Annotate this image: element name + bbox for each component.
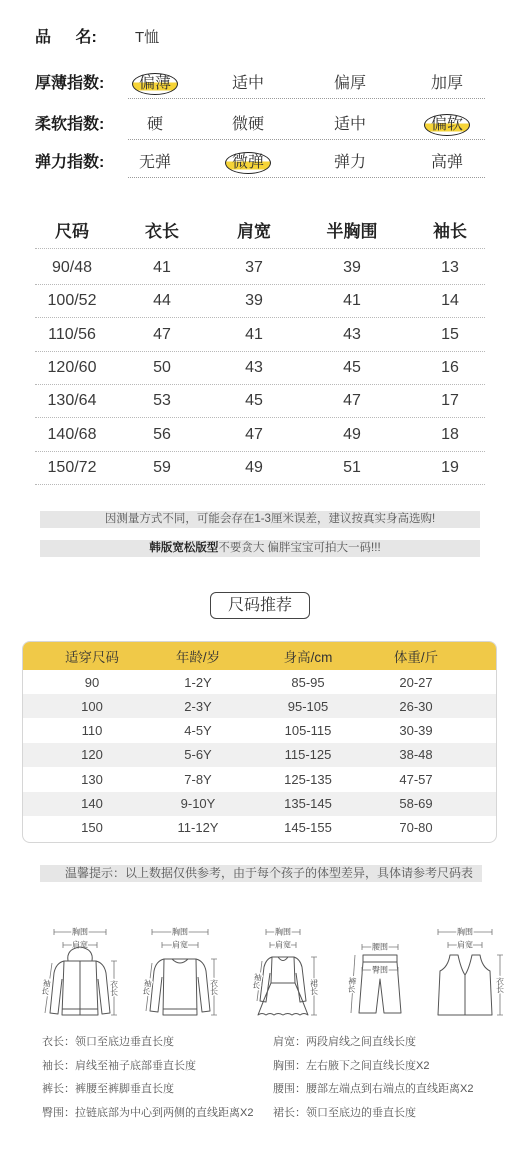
size-cell: 120/60: [47, 359, 97, 376]
tip-note: 温馨提示：以上数据仅供参考，由于每个孩子的体型差异，具体请参考尺码表: [40, 865, 482, 882]
fit-note-bold: 韩版宽松版型: [149, 542, 219, 554]
definition-item: 腰围：腰部左端点到右端点的直线距离X2: [273, 1083, 474, 1095]
half-chest-cell: 49: [343, 426, 361, 443]
vest-outline: [438, 955, 492, 1015]
half-chest-cell: 45: [343, 359, 361, 376]
fit-size-cell: 90: [84, 674, 100, 690]
softness-index-label: 柔软指数:: [35, 116, 105, 133]
fit-note: [40, 540, 480, 557]
sweatshirt-icon: [141, 928, 219, 1016]
size-cell: 90/48: [51, 259, 93, 276]
fit-size-cell: 120: [81, 747, 103, 763]
pants-outline: [359, 955, 401, 1013]
shoulder-label: 肩宽: [172, 940, 188, 950]
garment-diagrams: [0, 915, 520, 1030]
sleeve-cell: 18: [441, 426, 459, 443]
weight-cell: 20-27: [399, 674, 433, 690]
size-table-header: [35, 211, 485, 249]
sleeve-label: 袖长: [40, 978, 52, 996]
chest-label: 胸围: [172, 927, 188, 937]
table-row: [35, 252, 485, 285]
length-cell: 56: [153, 426, 171, 443]
softness-index-row: [0, 114, 520, 142]
elasticity-option-text: 高弹: [430, 154, 463, 171]
table-row: [35, 285, 485, 318]
dotted-divider: [128, 177, 485, 178]
thickness-option-text: 偏薄: [132, 73, 178, 95]
age-cell: 5-6Y: [184, 747, 212, 763]
weight-cell: 38-48: [399, 747, 433, 763]
thickness-option: [412, 73, 482, 95]
table-row: [23, 719, 496, 743]
definition-item: 袖长：肩线至袖子底部垂直长度: [42, 1059, 196, 1072]
sleeve-header: 袖长: [433, 222, 467, 241]
softness-option: [315, 114, 385, 136]
length-label: 衣长: [109, 980, 119, 996]
table-row: [23, 743, 496, 767]
fit-size-header: 适穿尺码: [65, 650, 119, 665]
softness-option: [213, 114, 283, 136]
table-row: [23, 767, 496, 791]
age-cell: 1-2Y: [184, 674, 212, 690]
size-cell: 140/68: [47, 426, 97, 443]
sleeve-label: 袖长: [141, 978, 153, 996]
fit-size-cell: 150: [81, 820, 103, 836]
definitions-right: [273, 1033, 503, 1127]
definition-item: 臀围：拉链底部为中心到两侧的直线距离X2: [42, 1106, 254, 1119]
definition-item: 胸围：左右腋下之间直线长度X2: [273, 1059, 430, 1072]
sleeve-cell: 19: [441, 459, 459, 476]
weight-cell: 30-39: [399, 723, 433, 739]
sleeve-cell: 17: [441, 392, 459, 409]
size-cell: 100/52: [47, 292, 97, 309]
elasticity-option-text: 微弹: [225, 152, 271, 174]
shoulder-cell: 45: [245, 392, 263, 409]
table-row: [35, 319, 485, 352]
length-cell: 44: [153, 292, 171, 309]
thickness-index-label: 厚薄指数:: [35, 75, 105, 92]
length-cell: 53: [153, 392, 171, 409]
shoulder-label: 肩宽: [275, 940, 291, 950]
elasticity-option: [213, 152, 283, 174]
height-header: 身高/cm: [283, 650, 333, 665]
pants-icon: [347, 943, 401, 1014]
shoulder-cell: 49: [245, 459, 263, 476]
thickness-option-text: 偏厚: [333, 75, 366, 92]
sweatshirt-outline: [150, 959, 210, 1015]
elasticity-option: [315, 152, 385, 174]
height-cell: 145-155: [284, 820, 332, 836]
thickness-option: [120, 73, 190, 95]
fit-size-cell: 140: [81, 796, 103, 811]
hip-label: 臀围: [372, 965, 388, 975]
softness-option-text: 硬: [146, 116, 163, 133]
shoulder-label: 肩宽: [72, 940, 88, 950]
age-cell: 4-5Y: [184, 723, 212, 739]
elasticity-index-row: [0, 152, 520, 180]
age-cell: 7-8Y: [184, 771, 212, 787]
length-cell: 59: [153, 459, 171, 476]
skirt-length-label: 裙长: [309, 979, 319, 995]
elasticity-option-text: 弹力: [333, 154, 366, 171]
hoodie-icon: [40, 928, 119, 1016]
thickness-option-text: 加厚: [430, 75, 463, 92]
softness-option-text: 微硬: [231, 116, 264, 133]
vest-icon: [438, 928, 505, 1016]
height-cell: 115-125: [284, 747, 332, 763]
definition-item: 肩宽：两段肩线之间直线长度: [273, 1036, 416, 1048]
length-cell: 50: [153, 359, 171, 376]
table-row: [35, 452, 485, 485]
shoulder-cell: 37: [245, 259, 263, 276]
product-name-label: 品 名:: [35, 29, 97, 46]
height-cell: 135-145: [284, 796, 332, 811]
size-cell: 130/64: [47, 392, 97, 409]
shoulder-cell: 43: [245, 359, 263, 376]
fit-size-cell: 130: [81, 771, 103, 787]
chest-label: 胸围: [275, 927, 291, 937]
recommend-header-row: [23, 642, 496, 670]
softness-option-text: 适中: [333, 116, 366, 133]
measurement-error-note: 因测量方式不同，可能会存在1-3厘米误差，建议按真实身高选购!: [40, 511, 480, 528]
weight-cell: 70-80: [399, 820, 433, 836]
definition-item: 裙长：领口至底边的垂直长度: [273, 1106, 416, 1119]
dress-outline: [258, 957, 308, 1015]
half-chest-cell: 51: [343, 459, 361, 476]
length-header: 衣长: [145, 222, 179, 241]
height-cell: 125-135: [284, 771, 332, 787]
length-cell: 41: [153, 259, 171, 276]
definition-item: 裤长：裤腰至裤脚垂直长度: [42, 1083, 174, 1095]
size-cell: 110/56: [48, 326, 96, 343]
thickness-option: [213, 73, 283, 95]
hoodie-outline: [50, 947, 110, 1015]
dotted-divider: [128, 139, 485, 140]
half-chest-cell: 41: [343, 292, 361, 309]
dotted-divider: [128, 98, 485, 99]
table-row: [35, 385, 485, 418]
sleeve-cell: 14: [441, 292, 459, 309]
thickness-index-row: [0, 73, 520, 101]
weight-cell: 58-69: [399, 796, 433, 811]
table-row: [35, 352, 485, 385]
elasticity-option: [412, 152, 482, 174]
definitions-left: [42, 1033, 272, 1127]
weight-cell: 47-57: [399, 771, 433, 787]
product-name-value: T恤: [135, 29, 160, 46]
length-cell: 47: [153, 326, 171, 343]
table-row: [23, 792, 496, 816]
half-chest-cell: 47: [343, 392, 361, 409]
size-cell: 150/72: [47, 459, 97, 476]
sleeve-cell: 16: [441, 359, 459, 376]
chest-label: 胸围: [72, 927, 88, 937]
elasticity-index-label: 弹力指数:: [35, 154, 105, 171]
age-cell: 9-10Y: [180, 796, 216, 811]
half-chest-cell: 39: [343, 259, 361, 276]
table-row: [35, 419, 485, 452]
size-header: 尺码: [55, 222, 89, 241]
shoulder-label: 肩宽: [457, 940, 473, 950]
dress-icon: [251, 928, 319, 1016]
thickness-option-text: 适中: [231, 75, 264, 92]
pants-length-label: 裤长: [346, 976, 358, 994]
height-cell: 95-105: [287, 698, 329, 714]
table-row: [23, 816, 496, 840]
softness-option-text: 偏软: [424, 114, 470, 136]
height-cell: 105-115: [284, 723, 332, 739]
sleeve-label: 袖长: [251, 972, 263, 990]
height-cell: 85-95: [291, 674, 325, 690]
size-recommend-table: [22, 641, 497, 843]
fit-size-cell: 100: [81, 698, 103, 714]
shoulder-cell: 39: [245, 292, 263, 309]
fit-note-text: 不要贪大 偏胖宝宝可拍大一码!!!: [218, 542, 381, 554]
age-cell: 2-3Y: [184, 698, 212, 714]
thickness-option: [315, 73, 385, 95]
age-header: 年龄/岁: [175, 650, 221, 665]
shoulder-cell: 41: [245, 326, 263, 343]
length-label: 衣长: [209, 979, 219, 995]
fit-size-cell: 110: [81, 723, 103, 739]
half-chest-cell: 43: [343, 326, 361, 343]
half-chest-header: 半胸围: [326, 222, 378, 241]
sleeve-cell: 13: [441, 259, 459, 276]
softness-option: [412, 114, 482, 136]
sleeve-cell: 15: [441, 326, 459, 343]
chest-label: 胸围: [457, 927, 473, 937]
waist-label: 腰围: [372, 942, 388, 952]
weight-header: 体重/斤: [393, 650, 439, 665]
shoulder-header: 肩宽: [237, 222, 271, 241]
length-label: 衣长: [495, 977, 505, 993]
shoulder-cell: 47: [245, 426, 263, 443]
elasticity-option: [120, 152, 190, 174]
table-row: [23, 694, 496, 718]
weight-cell: 26-30: [399, 698, 433, 714]
softness-option: [120, 114, 190, 136]
definition-item: 衣长：领口至底边垂直长度: [42, 1036, 174, 1048]
age-cell: 11-12Y: [177, 820, 219, 836]
table-row: [23, 670, 496, 694]
size-recommend-title: 尺码推荐: [210, 592, 310, 619]
elasticity-option-text: 无弹: [138, 154, 171, 171]
